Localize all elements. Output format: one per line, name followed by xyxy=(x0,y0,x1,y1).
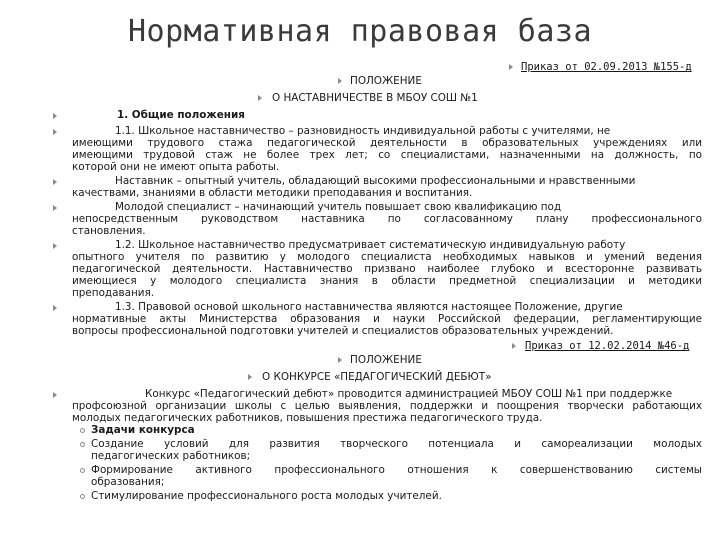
paragraph-line: педагогической деятельности. Наставничество призвано наиболее глубоко и всесторонне развивать xyxy=(72,263,702,275)
task-line: Создание условий для развития творческого потенциала и самореализации молодых xyxy=(91,438,702,450)
bullet-icon xyxy=(53,129,57,135)
bullet-icon xyxy=(338,357,342,363)
paragraph-line: Молодой специалист – начинающий учитель повышает свою квалификацию под xyxy=(115,201,562,213)
order-link[interactable]: Приказ от 02.09.2013 №155-д xyxy=(521,61,692,73)
paragraph-line: нормативные акты Министерства образования и науки Российской федерации, регламентирующие xyxy=(72,313,702,325)
bullet-icon xyxy=(53,392,57,398)
order-link[interactable]: Приказ от 12.02.2014 №46-д xyxy=(525,340,690,352)
paragraph-line: опытного учителя по развитию у молодого специалиста необходимых навыков и умений ведения xyxy=(72,251,702,263)
bullet-icon xyxy=(53,205,57,211)
paragraph-line: молодых педагогических работников, повышения престижа педагогического труда. xyxy=(72,412,543,424)
task-line: Стимулирование профессионального роста молодых учителей. xyxy=(91,490,442,502)
bullet-icon xyxy=(512,343,516,349)
task-line: педагогических работников; xyxy=(91,450,251,462)
paragraph-line: имеющими трудового стажа педагогической деятельности в образовательных учреждениях или xyxy=(72,137,702,149)
bullet-icon xyxy=(53,113,57,119)
bullet-icon xyxy=(53,243,57,249)
bullet-icon xyxy=(258,95,262,101)
circle-bullet-icon xyxy=(80,428,85,433)
paragraph-line: Конкурс «Педагогический дебют» проводится администрацией МБОУ СОШ №1 при поддержке xyxy=(145,388,673,400)
paragraph-line: становления. xyxy=(72,225,146,237)
circle-bullet-icon xyxy=(80,468,85,473)
task-line: образования; xyxy=(91,476,165,488)
doc2-heading: ПОЛОЖЕНИЕ xyxy=(350,354,422,366)
page-title: Нормативная правовая база xyxy=(127,14,593,49)
bullet-icon xyxy=(53,305,57,311)
bullet-icon xyxy=(338,78,342,84)
paragraph-line: 1.3. Правовой основой школьного наставничества являются настоящее Положение, другие xyxy=(115,301,623,313)
circle-bullet-icon xyxy=(80,442,85,447)
circle-bullet-icon xyxy=(80,494,85,499)
task-line: Формирование активного профессионального отношения к совершенствованию системы xyxy=(91,464,702,476)
paragraph-line: имеющиеся у молодого специалиста знания в области предметной специализации и методики xyxy=(72,275,702,287)
paragraph-line: качествами, знаниями в области методики преподавания и воспитания. xyxy=(72,187,473,199)
paragraph-line: преподавания. xyxy=(72,287,155,299)
doc2-subheading: О КОНКУРСЕ «ПЕДАГОГИЧЕСКИЙ ДЕБЮТ» xyxy=(262,371,492,383)
paragraph-line: вопросы профессиональной подготовки учителей и специалистов образовательных учреждений. xyxy=(72,325,614,337)
doc1-subheading: О НАСТАВНИЧЕСТВЕ В МБОУ СОШ №1 xyxy=(272,92,478,104)
paragraph-line: непосредственным руководством наставника по согласованному плану профессионального xyxy=(72,213,702,225)
bullet-icon xyxy=(53,179,57,185)
paragraph-line: профсоюзной организации школы с целью выявления, поддержки и поощрения творчески работающих xyxy=(72,400,702,412)
doc1-heading: ПОЛОЖЕНИЕ xyxy=(350,75,422,87)
paragraph-line: которой они не имеют опыта работы. xyxy=(72,161,280,173)
paragraph-line: 1.1. Школьное наставничество – разновидность индивидуальной работы с учителями, не xyxy=(115,125,611,137)
bullet-icon xyxy=(509,64,513,70)
paragraph-line: имеющими трудовой стаж не более трех лет; со специалистами, назначенными на должность, по xyxy=(72,149,702,161)
bullet-icon xyxy=(248,374,252,380)
paragraph-line: 1.2. Школьное наставничество предусматривает систематическую индивидуальную работу xyxy=(115,239,626,251)
tasks-title: Задачи конкурса xyxy=(91,424,195,436)
section-title: 1. Общие положения xyxy=(117,109,245,121)
paragraph-line: Наставник – опытный учитель, обладающий высокими профессиональными и нравственными xyxy=(115,175,636,187)
